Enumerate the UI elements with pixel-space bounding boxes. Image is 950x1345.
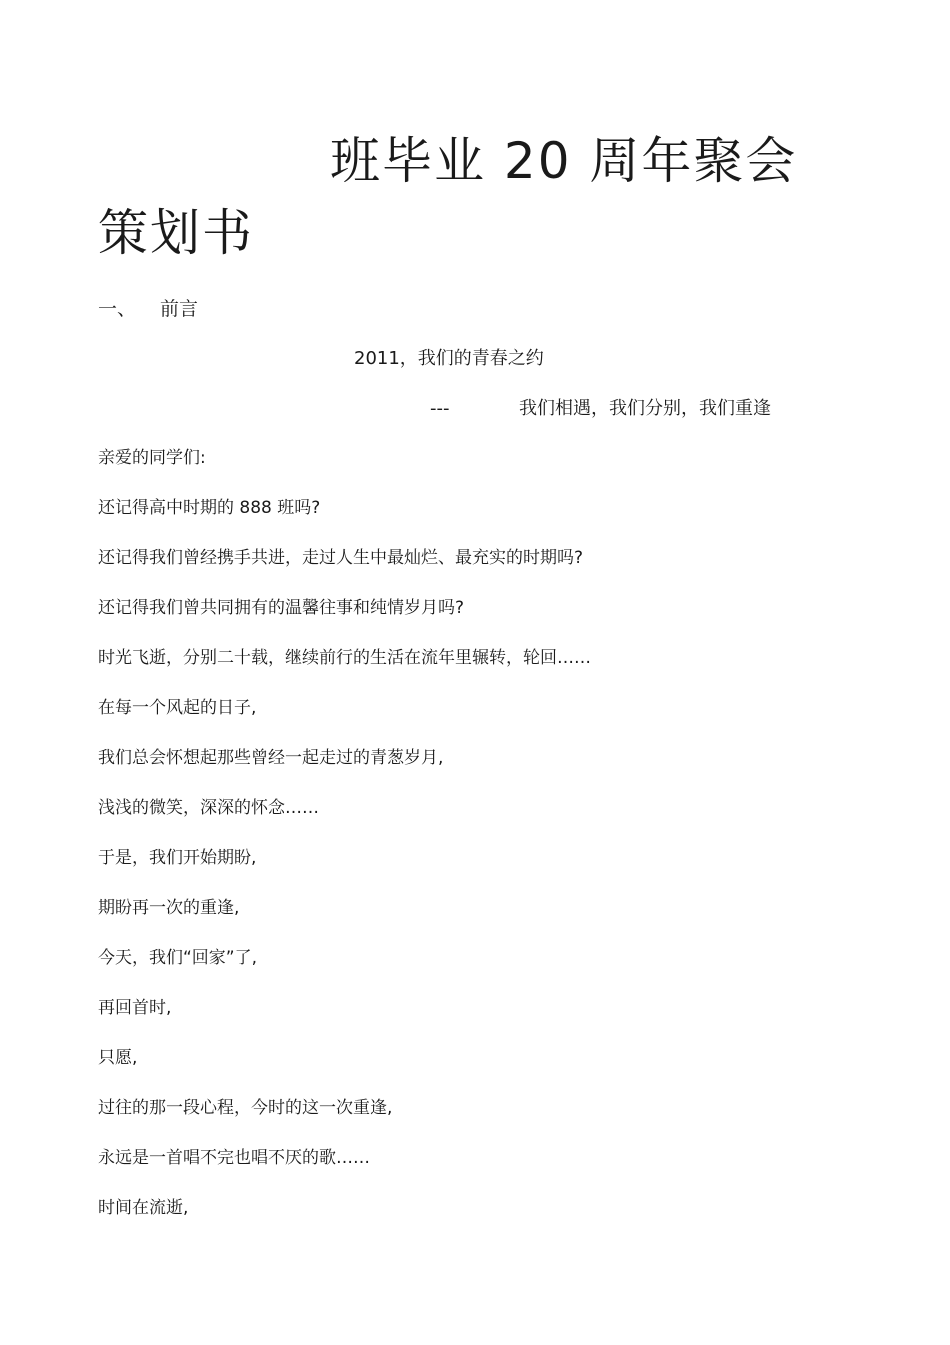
body-line: 过往的那一段心程，今时的这一次重逢, — [98, 1098, 393, 1118]
body-line: 时光飞逝，分别二十载，继续前行的生活在流年里辗转，轮回…… — [98, 648, 591, 668]
body-line: 再回首时, — [98, 998, 172, 1018]
subtitle-text: 我们相遇，我们分别，我们重逢 — [519, 398, 771, 419]
body-line: 今天，我们“回家”了, — [98, 948, 258, 968]
body-line: 我们总会怀想起那些曾经一起走过的青葱岁月, — [98, 748, 444, 768]
body-line: 期盼再一次的重逢, — [98, 898, 240, 918]
subtitle-dash: --- — [430, 398, 450, 419]
section-heading — [98, 298, 198, 321]
section-number: 一、 — [98, 298, 137, 320]
body-line: 亲爱的同学们: — [98, 448, 206, 468]
document-title-line-1: 班毕业 20 周年聚会 — [330, 132, 798, 190]
body-line: 永远是一首唱不完也唱不厌的歌…… — [98, 1148, 370, 1168]
body-line: 于是，我们开始期盼, — [98, 848, 257, 868]
body-line: 还记得我们曾经携手共进，走过人生中最灿烂、最充实的时期吗? — [98, 548, 584, 568]
body-line: 还记得我们曾共同拥有的温馨往事和纯情岁月吗? — [98, 598, 465, 618]
document-title-line-2: 策划书 — [98, 204, 254, 262]
section-heading-text: 前言 — [160, 298, 199, 320]
motto-line: 2011，我们的青春之约 — [354, 348, 544, 369]
body-line: 还记得高中时期的 888 班吗? — [98, 498, 321, 518]
body-line: 在每一个风起的日子, — [98, 698, 257, 718]
body-line: 浅浅的微笑，深深的怀念…… — [98, 798, 319, 818]
body-line: 只愿, — [98, 1048, 138, 1068]
body-line: 时间在流逝, — [98, 1198, 189, 1218]
